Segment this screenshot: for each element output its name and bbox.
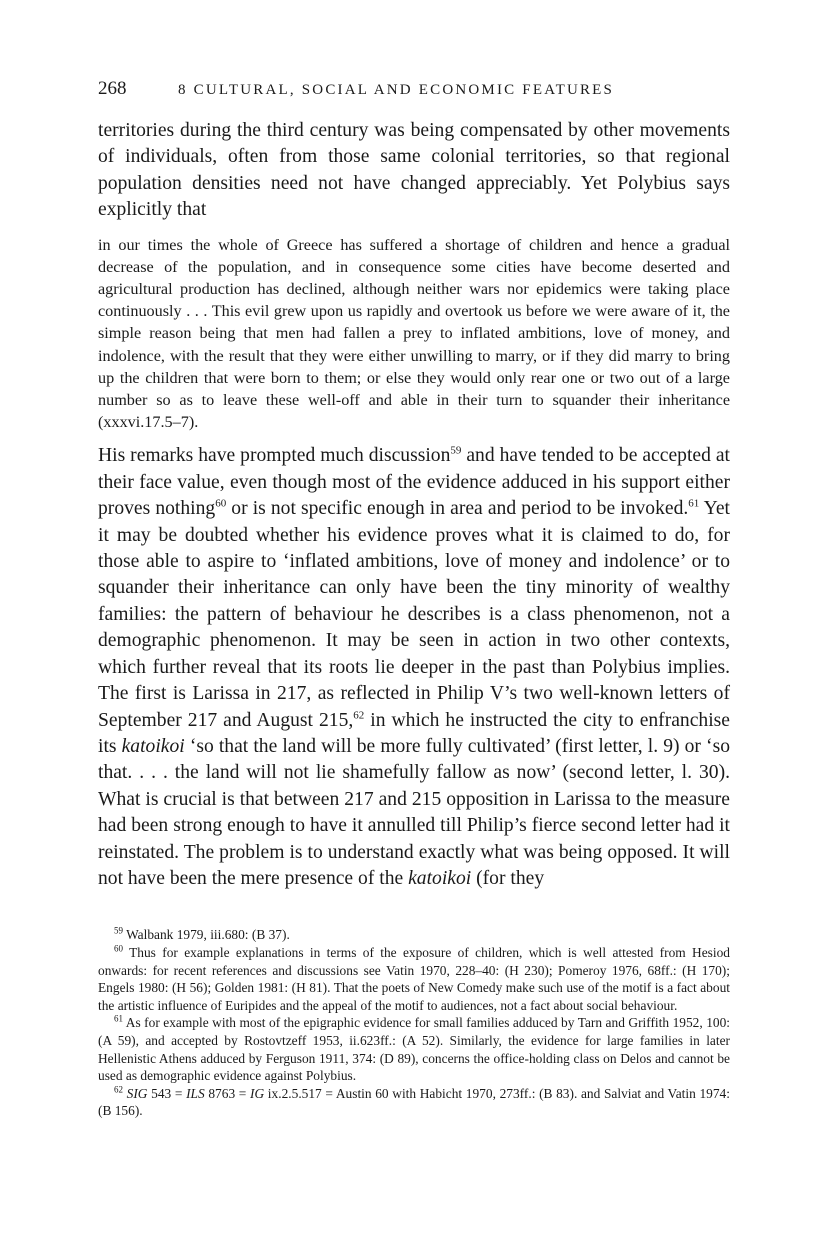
footnote-ref-59: 59 <box>450 444 462 457</box>
page-header <box>98 78 730 108</box>
footnote-60 <box>98 944 730 1014</box>
footnote-text: 543 = <box>147 1085 187 1101</box>
footnote-number: 60 <box>114 943 123 954</box>
text-segment: in which he instructed the city to enfranchise its <box>98 709 730 757</box>
polybius-quotation: in our times the whole of Greece has suffered a shortage of children and hence a gradual decrease of the population, and in consequence some cities have become deserted and agricultural production has declined, although neither wars nor epidemics were taking place continuously . . . This evil grew upon us rapidly and overtook us before we were aware of it, the simple reason being that men had fallen a prey to inflated ambitions, love of money, and indolence, with the result that they were either unwilling to marry, or if they did marry to bring up the children that were born to them; or else they would only rear one or two out of a large number so as to leave these well-off and able in their turn to squander their inheritance (xxxvi.17.5–7). <box>98 235 730 432</box>
text-segment: (for they <box>471 867 545 889</box>
main-paragraph <box>98 443 730 892</box>
text-segment: ‘so that the land will be more fully cultivated’ (first letter, l. 9) or ‘so that. . . . the land will not lie shamefully fallow as now’ (second letter, l. 30). What is crucial is that between 217 and 215 opposition in Larissa to the measure had been strong enough to have it annulled till Philip’s fierce second letter had it reinstated. The problem is to understand exactly what was being opposed. It will not have been the mere presence of the <box>98 735 730 889</box>
page-number: 268 <box>98 78 127 99</box>
text-segment: or is not specific enough in area and period to be invoked. <box>226 498 689 520</box>
footnote-62 <box>98 1085 730 1120</box>
greek-term: katoikoi <box>408 867 472 889</box>
footnote-number: 59 <box>114 925 123 936</box>
text-segment: His remarks have prompted much discussion <box>98 445 451 467</box>
footnote-text: ix.2.5.517 = Austin 60 with Habicht 1970, 273ff.: (B 83). and Salviat and Vatin 1974: (B 156). <box>98 1085 730 1119</box>
book-page <box>98 78 730 1120</box>
intro-paragraph: territories during the third century was being compensated by other movements of individuals, often from those same colonial territories, so that regional population densities need not have changed appreciably. Yet Polybius says explicitly that <box>98 120 730 221</box>
text-segment: and have tended to be accepted at their face value, even though most of the evidence adduced in his support either proves nothing <box>98 445 730 520</box>
text-segment: Yet it may be doubted whether his evidence proves what it is claimed to do, for those able to aspire to ‘inflated ambitions, love of money and indolence’ or to squander their inheritance can only have been the tiny minority of wealthy families: the pattern of behaviour he describes is a class phenomenon, not a demographic phenomenon. It may be seen in action in two other contexts, which further reveal that its roots lie deeper in the past than Polybius implies. The first is Larissa in 217, as reflected in Philip V’s two well-known letters of September 217 and August 215, <box>98 498 730 731</box>
abbreviation: ILS <box>186 1085 205 1101</box>
footnote-text: Thus for example explanations in terms of the exposure of children, which is well attested from Hesiod onwards: for recent references and discussions see Vatin 1970, 228–40: (H 230); Pomeroy 1976, 68ff.: (H 170); Engels 1980: (H 56); Golden 1981: (H 81). That the poets of New Comedy make such use of the motif is a fact about the artistic influence of Euripides and the appeal of the motif to audiences, not a fact about social behaviour. <box>98 944 730 1013</box>
footnote-text: Walbank 1979, iii.680: (B 37). <box>126 927 290 943</box>
footnote-text: As for example with most of the epigraphic evidence for small families adduced by Tarn and Griffith 1952, 100: (A 59), and accepted by Rostovtzeff 1953, ii.623ff.: (A 52). Similarly, the evidence for large families in later Hellenistic Athens adduced by Ferguson 1911, 374: (D 89), concerns the office-holding class on Delos and cannot be used as demographic evidence against Polybius. <box>98 1015 731 1084</box>
main-text <box>98 118 730 224</box>
abbreviation: SIG <box>126 1085 148 1101</box>
footnote-ref-61: 61 <box>688 497 700 510</box>
greek-term: katoikoi <box>121 735 185 757</box>
footnote-59 <box>98 926 730 944</box>
footnote-number: 62 <box>114 1084 123 1095</box>
argument-paragraph <box>98 443 730 892</box>
footnote-number: 61 <box>114 1013 123 1024</box>
abbreviation: IG <box>250 1085 265 1101</box>
footnote-ref-60: 60 <box>215 497 227 510</box>
running-head: 8 CULTURAL, SOCIAL AND ECONOMIC FEATURES <box>178 82 615 98</box>
footnote-ref-62: 62 <box>353 708 365 721</box>
footnote-61 <box>98 1014 730 1084</box>
footnotes <box>98 926 730 1120</box>
footnote-text: 8763 = <box>204 1085 251 1101</box>
